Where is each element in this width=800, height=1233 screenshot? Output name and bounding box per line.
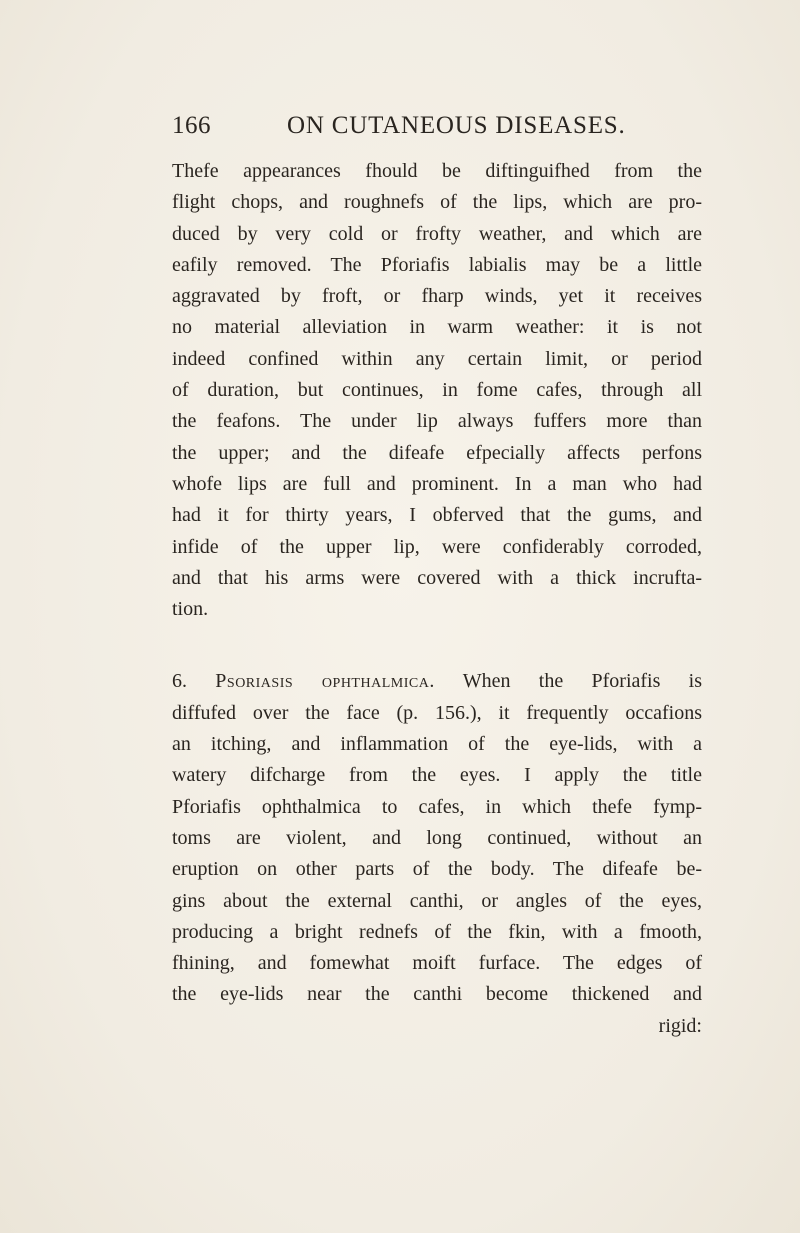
paragraph-gap [172, 625, 702, 666]
body-text [172, 156, 702, 1042]
text-line: of duration, but continues, in fome cafes, through all [172, 379, 702, 402]
text-line: and that his arms were covered with a thick incrufta- [172, 566, 702, 589]
text-line: no material alleviation in warm weather: it is not [172, 316, 702, 339]
section-first-line: When the Pforiafis is [462, 670, 702, 693]
text-line: the feafons. The under lip always fuffers more than [172, 410, 702, 433]
text-line: an itching, and inflammation of the eye-lids, with a [172, 733, 702, 756]
text-line: diffufed over the face (p. 156.), it frequently occafions [172, 701, 702, 724]
text-line: Thefe appearances fhould be diftinguifhed from the [172, 160, 702, 182]
text-line: the eye-lids near the canthi become thickened and [172, 983, 702, 1006]
text-line: tion. [172, 598, 209, 621]
text-line: infide of the upper lip, were confiderably corroded, [172, 535, 702, 558]
text-line: fhining, and fomewhat moift furface. The edges of [172, 952, 702, 975]
page-header [172, 112, 702, 148]
text-line: producing a bright rednefs of the fkin, with a fmooth, [172, 920, 702, 943]
text-line: eafily removed. The Pforiafis labialis may be a little [172, 253, 702, 276]
text-line: indeed confined within any certain limit, or period [172, 347, 702, 370]
page-number: 166 [172, 112, 211, 139]
text-line: whofe lips are full and prominent. In a man who had [172, 472, 702, 495]
text-line: had it for thirty years, I obferved that the gums, and [172, 504, 702, 527]
running-head: ON CUTANEOUS DISEASES. [287, 112, 626, 139]
text-line: watery difcharge from the eyes. I apply the title [172, 764, 702, 787]
section-heading: Psoriasis ophthalmica. [215, 670, 435, 693]
section-number: 6. [172, 670, 187, 693]
text-line: aggravated by froft, or fharp winds, yet it receives [172, 285, 702, 308]
text-line: the upper; and the difeafe efpecially affects perfons [172, 441, 702, 464]
text-line: Pforiafis ophthalmica to cafes, in which thefe fymp- [172, 795, 702, 818]
text-line: duced by very cold or frofty weather, and which are [172, 222, 702, 245]
text-line: eruption on other parts of the body. The difeafe be- [172, 858, 702, 881]
text-line: gins about the external canthi, or angles of the eyes, [172, 889, 702, 912]
section-heading-line [172, 666, 702, 697]
catchword: rigid: [658, 1014, 702, 1037]
text-line: toms are violent, and long continued, without an [172, 826, 702, 849]
text-line: flight chops, and roughnefs of the lips, which are pro- [172, 191, 702, 214]
